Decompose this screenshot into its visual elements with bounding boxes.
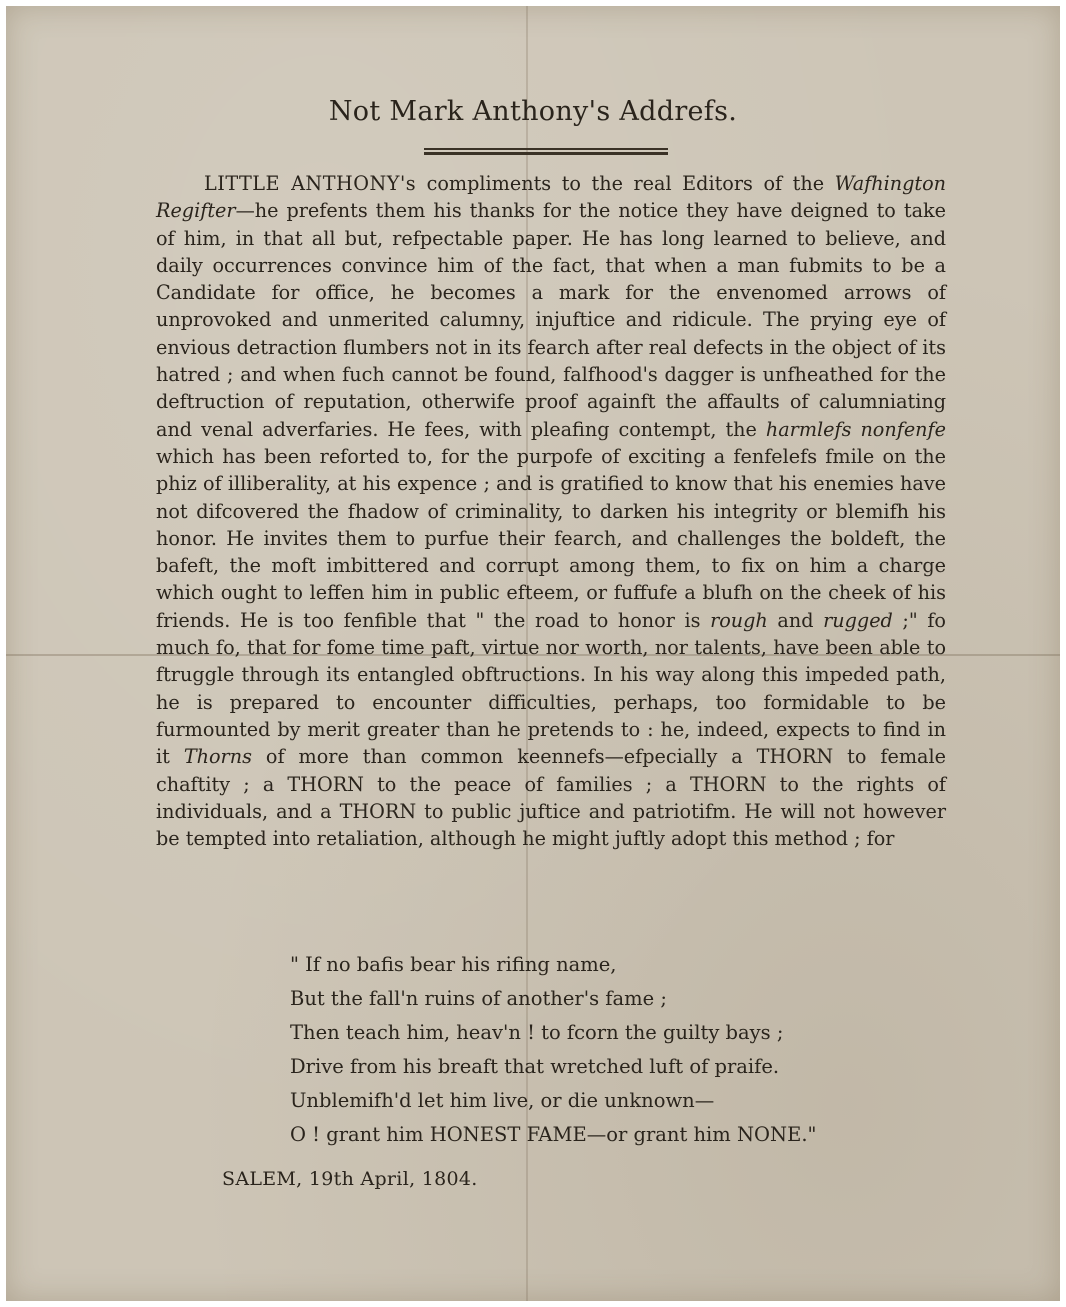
poem-line: Drive from his breaft that wretched luft of praife. <box>290 1055 780 1078</box>
page-title: Not Mark Anthony's Addrefs. <box>328 96 738 127</box>
body-italic: Thorns <box>183 745 252 769</box>
body-italic: rugged <box>823 608 893 632</box>
poem-line: " If no bafis bear his rifing name, <box>290 953 617 976</box>
body-segment: which has been reforted to, for the purpofe of exciting a fenfelefs fmile on the phiz of illiberality, at his expence ; and is gratified to know that his enemies have not difcovered the fhadow of criminality, to darken his integrity or blemifh his honor. He invites them to purfue their fearch, and challenges the boldeft, the bafeft, the moft imbittered and corrupt among them, to fix on him a charge which ought to leffen him in public efteem, or fuffufe a blufh on the cheek of his friends. He is too fenfible that " the road to honor is <box>156 444 946 632</box>
body-italic: harmlefs nonfenfe <box>765 417 946 441</box>
body-segment: —he prefents them his thanks for the notice they have deigned to take of him, in that all but, refpectable paper. He has long learned to believe, and daily occurrences convince him of the fact, that when a man fubmits to be a Candidate for office, he becomes a mark for the envenomed arrows of unprovoked and unmerited calumny, injuftice and ridicule. The prying eye of envious detraction flumbers not in its fearch after real defects in the object of its hatred ; and when fuch cannot be found, falfhood's dagger is unfheathed for the deftruction of reputation, otherwife proof againft the affaults of calumniating and venal adverfaries. He fees, with pleafing contempt, the <box>156 199 946 441</box>
body-segment: compliments to the real Editors of the <box>416 172 835 195</box>
poem-line: Unblemifh'd let him live, or die unknown— <box>290 1089 715 1112</box>
body-segment: ;" fo much fo, that for fome time paft, virtue nor worth, nor talents, have been able to ftruggle through its entangled obftructions. In his way along this impeded path, he is prepared to encounter difficulties, perhaps, too formidable to be furmounted by merit greater than he pretends to : he, indeed, expects to find in it <box>156 608 946 769</box>
poem-line: Then teach him, heav'n ! to fcorn the guilty bays ; <box>290 1021 784 1044</box>
body-italic: rough <box>710 608 768 632</box>
title-rule <box>424 148 668 155</box>
body-lead: LITTLE ANTHONY's <box>204 172 417 195</box>
poem-line: But the fall'n ruins of another's fame ; <box>290 987 667 1010</box>
poem-line: O ! grant him HONEST FAME—or grant him NONE." <box>290 1123 817 1146</box>
dateline: SALEM, 19th April, 1804. <box>222 1168 478 1190</box>
body-paragraph <box>156 170 946 852</box>
broadside-page <box>6 6 1060 1301</box>
body-italic: Wafhington Regifter <box>156 172 946 223</box>
poem-stanza <box>290 948 890 1152</box>
body-segment: of more than common keennefs—efpecially a THORN to female chaftity ; a THORN to the peace of families ; a THORN to the rights of individuals, and a THORN to public juftice and patriotifm. He will not however be tempted into retaliation, although he might juftly adopt this method ; for <box>156 745 946 851</box>
body-segment: and <box>767 608 824 632</box>
